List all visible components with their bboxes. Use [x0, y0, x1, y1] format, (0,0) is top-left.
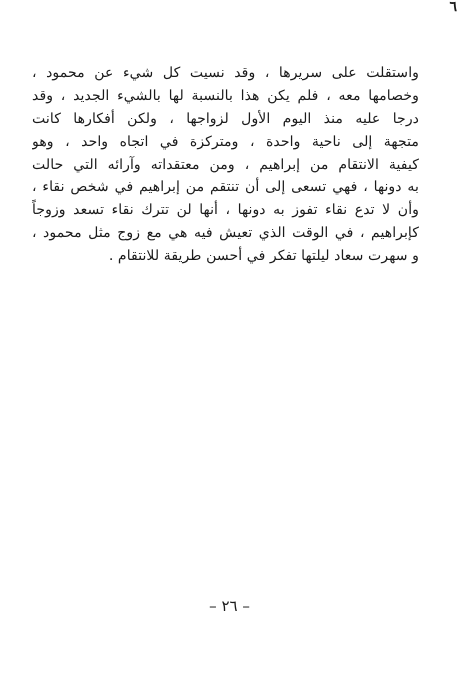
text-line: كإبراهيم ، في الوقت الذي تعيش فيه هي مع زوج مثل محمود ،: [32, 225, 419, 242]
body-text: [32, 62, 419, 268]
text-line: كيفية الانتقام من إبراهيم ، ومن معتقداته وآرائه التي حالت: [32, 156, 419, 173]
corner-mark: ٦: [449, 0, 457, 15]
text-line: واستقلت على سريرها ، وقد نسيت كل شيء عن محمود ،: [32, 65, 419, 81]
page-number: – ٢٦ –: [209, 597, 250, 615]
text-line: وأن لا تدع نقاء تفوز به دونها ، أنها لن تترك نقاء تسعد وزوجاً: [32, 202, 419, 219]
text-line: به دونها ، فهي تسعى إلى أن تنتقم من إبراهيم في شخص نقاء ،: [32, 179, 419, 196]
text-line: وخصامها معه ، فلم يكن هذا بالنسبة لها بالشيء الجديد ، وقد: [32, 87, 419, 104]
text-line: و سهرت سعاد ليلتها تفكر في أحسن طريقة للانتقام .: [108, 248, 419, 265]
text-line: متجهة إلى ناحية واحدة ، ومتركزة في اتجاه واحد ، وهو: [32, 133, 419, 150]
text-line: درجا عليه منذ اليوم الأول لزواجها ، ولكن أفكارها كانت: [32, 110, 419, 127]
